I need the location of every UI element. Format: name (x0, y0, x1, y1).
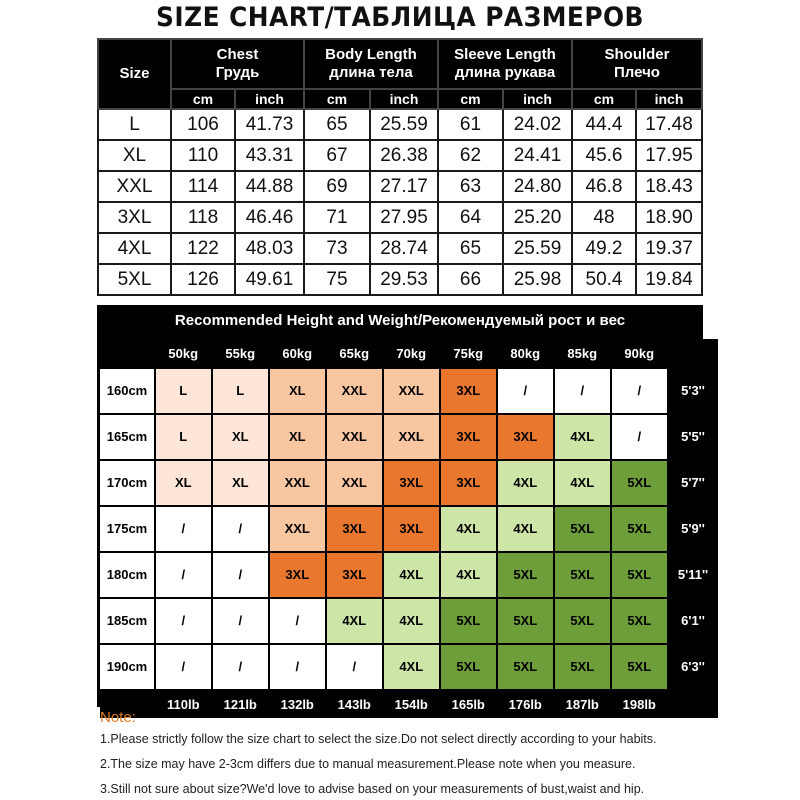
size-recommendation-cell: XXL (327, 369, 383, 414)
size-label: L (98, 109, 171, 140)
size-chart-table (97, 38, 703, 296)
measurement-cell: 48 (572, 202, 636, 233)
weight-lb-footer: 176lb (498, 691, 554, 718)
size-recommendation-cell: 4XL (441, 507, 497, 552)
size-recommendation-cell: 5XL (612, 599, 668, 644)
measurement-cell: 43.31 (235, 140, 304, 171)
weight-kg-header: 65kg (327, 339, 383, 367)
note-item: 3.Still not sure about size?We'd love to advise based on your measurements of bust,waist and hip. (100, 782, 645, 796)
size-row (98, 202, 702, 233)
height-feet-label: 6'3'' (669, 645, 718, 690)
height-label: 170cm (100, 461, 154, 506)
weight-kg-header: 85kg (555, 339, 611, 367)
measurement-cell: 24.80 (503, 171, 572, 202)
size-recommendation-cell: / (156, 553, 212, 598)
size-recommendation-cell: 4XL (555, 415, 611, 460)
size-recommendation-cell: XXL (327, 415, 383, 460)
unit-header: inch (636, 89, 702, 109)
weight-kg-header: 70kg (384, 339, 440, 367)
size-recommendation-cell: 4XL (384, 553, 440, 598)
measurement-cell: 49.61 (235, 264, 304, 295)
size-recommendation-cell: 4XL (498, 461, 554, 506)
chest-header: Chest Грудь (171, 39, 304, 89)
measurement-cell: 19.37 (636, 233, 702, 264)
measurement-cell: 66 (438, 264, 503, 295)
measurement-cell: 25.59 (503, 233, 572, 264)
measurement-cell: 49.2 (572, 233, 636, 264)
size-recommendation-cell: XL (213, 415, 269, 460)
size-recommendation-cell: 5XL (498, 645, 554, 690)
grid-corner (100, 339, 154, 367)
weight-kg-header: 75kg (441, 339, 497, 367)
measurement-cell: 26.38 (370, 140, 438, 171)
size-recommendation-cell: 4XL (555, 461, 611, 506)
size-recommendation-cell: 5XL (612, 461, 668, 506)
page-title: SIZE CHART/ТАБЛИЦА РАЗМЕРОВ (156, 2, 644, 33)
size-recommendation-cell: 4XL (498, 507, 554, 552)
weight-lb-footer: 110lb (156, 691, 212, 718)
size-recommendation-cell: XL (156, 461, 212, 506)
shoulder-header: Shoulder Плечо (572, 39, 702, 89)
height-feet-label: 5'7'' (669, 461, 718, 506)
weight-kg-header: 90kg (612, 339, 668, 367)
size-recommendation-cell: / (612, 369, 668, 414)
size-recommendation-cell: L (156, 369, 212, 414)
unit-header: cm (171, 89, 235, 109)
size-recommendation-cell: 5XL (441, 645, 497, 690)
weight-kg-header: 60kg (270, 339, 326, 367)
measurement-cell: 114 (171, 171, 235, 202)
measurement-cell: 27.95 (370, 202, 438, 233)
height-feet-label: 5'11'' (669, 553, 718, 598)
size-recommendation-cell: 3XL (327, 507, 383, 552)
size-recommendation-cell: 3XL (498, 415, 554, 460)
measurement-cell: 29.53 (370, 264, 438, 295)
size-recommendation-cell: 5XL (498, 599, 554, 644)
size-recommendation-cell: / (156, 599, 212, 644)
measurement-cell: 61 (438, 109, 503, 140)
measurement-cell: 110 (171, 140, 235, 171)
measurement-cell: 64 (438, 202, 503, 233)
weight-lb-footer: 165lb (441, 691, 497, 718)
measurement-cell: 48.03 (235, 233, 304, 264)
size-recommendation-cell: / (213, 553, 269, 598)
measurement-cell: 25.20 (503, 202, 572, 233)
measurement-cell: 44.4 (572, 109, 636, 140)
size-recommendation-cell: 4XL (384, 599, 440, 644)
size-recommendation-cell: XXL (270, 461, 326, 506)
measurement-cell: 50.4 (572, 264, 636, 295)
measurement-cell: 17.48 (636, 109, 702, 140)
weight-kg-header: 50kg (156, 339, 212, 367)
measurement-cell: 118 (171, 202, 235, 233)
size-recommendation-cell: XL (270, 415, 326, 460)
height-label: 185cm (100, 599, 154, 644)
size-row (98, 109, 702, 140)
size-recommendation-cell: L (213, 369, 269, 414)
measurement-cell: 67 (304, 140, 370, 171)
size-recommendation-cell: / (156, 507, 212, 552)
height-label: 165cm (100, 415, 154, 460)
size-recommendation-cell: 3XL (441, 369, 497, 414)
measurement-cell: 17.95 (636, 140, 702, 171)
measurement-cell: 28.74 (370, 233, 438, 264)
body-length-header: Body Length длина тела (304, 39, 438, 89)
size-recommendation-cell: 4XL (384, 645, 440, 690)
measurement-cell: 63 (438, 171, 503, 202)
unit-header: inch (235, 89, 304, 109)
height-weight-title: Recommended Height and Weight/Рекомендуемый рост и вес (174, 312, 626, 329)
size-recommendation-cell: 5XL (555, 553, 611, 598)
size-recommendation-cell: 4XL (441, 553, 497, 598)
size-recommendation-cell: 3XL (441, 415, 497, 460)
unit-header: inch (503, 89, 572, 109)
size-recommendation-cell: / (612, 415, 668, 460)
height-label: 190cm (100, 645, 154, 690)
height-feet-label: 5'3'' (669, 369, 718, 414)
height-label: 160cm (100, 369, 154, 414)
note-item: 2.The size may have 2-3cm differs due to manual measurement.Please note when you measure. (100, 757, 636, 771)
size-recommendation-cell: XXL (384, 369, 440, 414)
size-row (98, 171, 702, 202)
size-label: XXL (98, 171, 171, 202)
size-recommendation-cell: / (498, 369, 554, 414)
weight-lb-footer: 143lb (327, 691, 383, 718)
measurement-cell: 69 (304, 171, 370, 202)
size-recommendation-cell: / (156, 645, 212, 690)
size-recommendation-cell: / (270, 645, 326, 690)
measurement-cell: 25.59 (370, 109, 438, 140)
measurement-cell: 24.41 (503, 140, 572, 171)
measurement-cell: 122 (171, 233, 235, 264)
grid-corner (669, 691, 718, 718)
weight-lb-footer: 187lb (555, 691, 611, 718)
measurement-cell: 24.02 (503, 109, 572, 140)
weight-lb-footer: 132lb (270, 691, 326, 718)
size-recommendation-cell: 5XL (612, 507, 668, 552)
measurement-cell: 45.6 (572, 140, 636, 171)
measurement-cell: 44.88 (235, 171, 304, 202)
size-recommendation-cell: 3XL (384, 507, 440, 552)
size-recommendation-cell: 5XL (555, 507, 611, 552)
weight-kg-header: 80kg (498, 339, 554, 367)
size-recommendation-cell: / (327, 645, 383, 690)
size-label: 5XL (98, 264, 171, 295)
size-recommendation-cell: L (156, 415, 212, 460)
measurement-cell: 73 (304, 233, 370, 264)
height-weight-chart (97, 305, 709, 712)
size-recommendation-cell: XXL (384, 415, 440, 460)
height-feet-label: 5'9'' (669, 507, 718, 552)
size-recommendation-cell: 3XL (441, 461, 497, 506)
size-row (98, 140, 702, 171)
size-recommendation-cell: / (270, 599, 326, 644)
unit-header: cm (572, 89, 636, 109)
measurement-cell: 62 (438, 140, 503, 171)
unit-header: cm (304, 89, 370, 109)
measurement-cell: 65 (438, 233, 503, 264)
size-recommendation-cell: 3XL (384, 461, 440, 506)
measurement-cell: 19.84 (636, 264, 702, 295)
size-recommendation-cell: 5XL (612, 645, 668, 690)
size-recommendation-cell: / (213, 599, 269, 644)
measurement-cell: 18.90 (636, 202, 702, 233)
size-label: XL (98, 140, 171, 171)
weight-lb-footer: 198lb (612, 691, 668, 718)
size-recommendation-cell: 5XL (555, 645, 611, 690)
size-label: 3XL (98, 202, 171, 233)
weight-lb-footer: 154lb (384, 691, 440, 718)
size-header: Size (98, 39, 171, 109)
measurement-cell: 41.73 (235, 109, 304, 140)
size-row (98, 233, 702, 264)
size-recommendation-cell: 4XL (327, 599, 383, 644)
note-title: Note: (100, 709, 136, 726)
size-recommendation-cell: 5XL (441, 599, 497, 644)
measurement-cell: 46.8 (572, 171, 636, 202)
size-recommendation-cell: XXL (270, 507, 326, 552)
measurement-cell: 65 (304, 109, 370, 140)
measurement-cell: 75 (304, 264, 370, 295)
height-feet-label: 5'5'' (669, 415, 718, 460)
size-recommendation-cell: 5XL (498, 553, 554, 598)
grid-corner (669, 339, 718, 367)
weight-lb-footer: 121lb (213, 691, 269, 718)
height-weight-grid (100, 339, 718, 718)
measurement-cell: 18.43 (636, 171, 702, 202)
size-recommendation-cell: XL (270, 369, 326, 414)
height-label: 175cm (100, 507, 154, 552)
height-feet-label: 6'1'' (669, 599, 718, 644)
measurement-cell: 46.46 (235, 202, 304, 233)
measurement-cell: 25.98 (503, 264, 572, 295)
size-row (98, 264, 702, 295)
size-recommendation-cell: XL (213, 461, 269, 506)
size-recommendation-cell: / (213, 507, 269, 552)
size-recommendation-cell: 5XL (612, 553, 668, 598)
measurement-cell: 126 (171, 264, 235, 295)
sleeve-length-header: Sleeve Length длина рукава (438, 39, 572, 89)
note-item: 1.Please strictly follow the size chart to select the size.Do not select directly according to your habits. (100, 732, 657, 746)
size-recommendation-cell: 3XL (270, 553, 326, 598)
unit-header: inch (370, 89, 438, 109)
weight-kg-header: 55kg (213, 339, 269, 367)
size-recommendation-cell: XXL (327, 461, 383, 506)
unit-header: cm (438, 89, 503, 109)
measurement-cell: 27.17 (370, 171, 438, 202)
measurement-cell: 71 (304, 202, 370, 233)
size-recommendation-cell: 5XL (555, 599, 611, 644)
size-label: 4XL (98, 233, 171, 264)
measurement-cell: 106 (171, 109, 235, 140)
height-label: 180cm (100, 553, 154, 598)
size-recommendation-cell: / (555, 369, 611, 414)
size-recommendation-cell: 3XL (327, 553, 383, 598)
size-recommendation-cell: / (213, 645, 269, 690)
